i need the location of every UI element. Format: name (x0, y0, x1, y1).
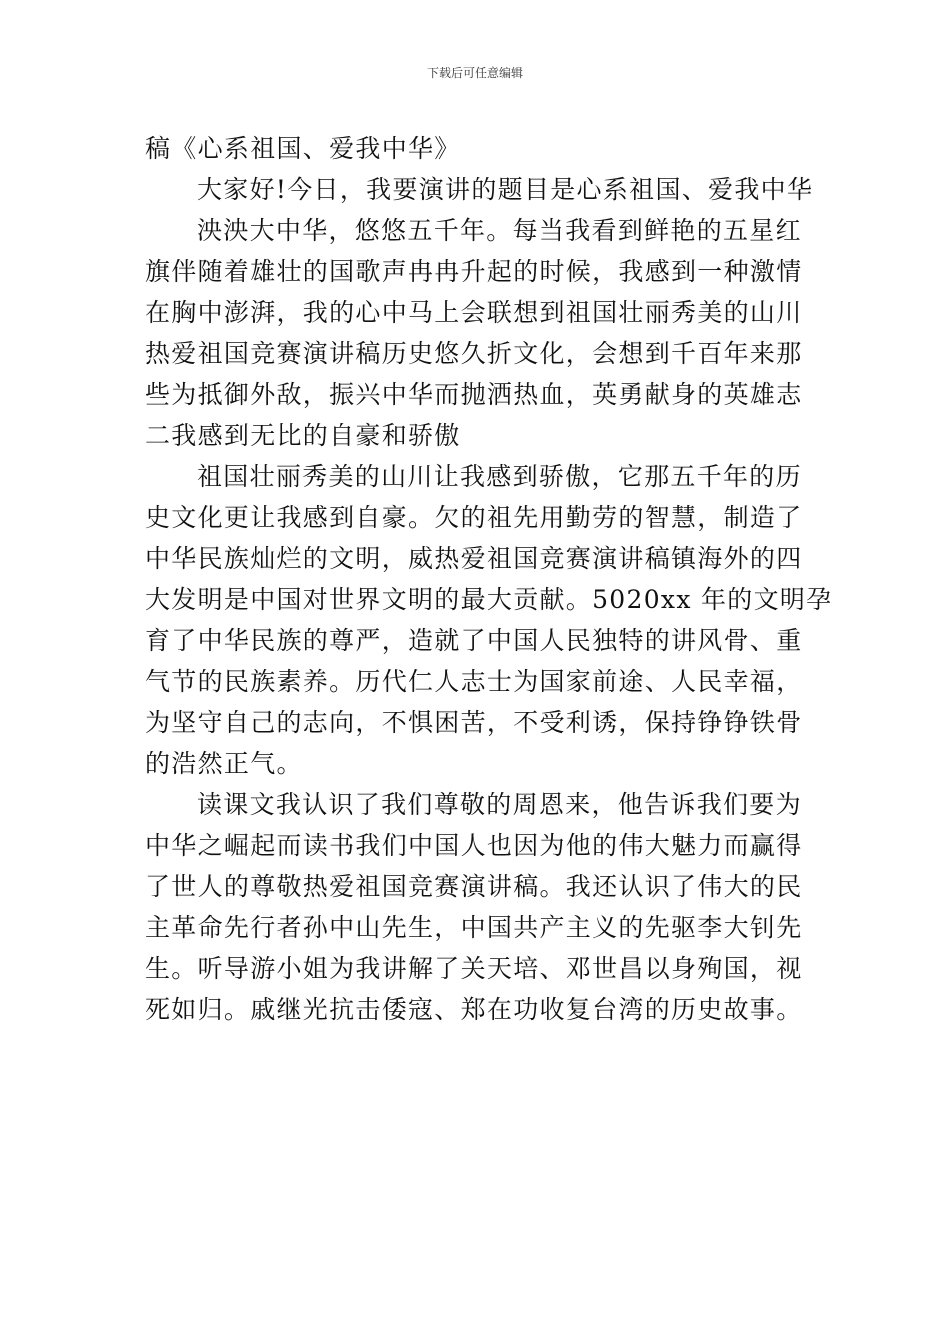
text-line: 的浩然正气。 (145, 749, 303, 778)
text-line: 了世人的尊敬热爱祖国竞赛演讲稿。我还认识了伟大的民 (145, 872, 803, 901)
text-line: 二我感到无比的自豪和骄傲 (145, 421, 461, 450)
text-line: 热爱祖国竞赛演讲稿历史悠久折文化，会想到千百年来那 (145, 339, 803, 368)
text-line: 史文化更让我感到自豪。欠的祖先用勤劳的智慧，制造了 (145, 503, 803, 532)
text-line: 为坚守自己的志向，不惧困苦，不受利诱，保持铮铮铁骨 (145, 708, 803, 737)
text-line: 主革命先行者孙中山先生，中国共产主义的先驱李大钊先 (145, 913, 803, 942)
text-line: 在胸中澎湃，我的心中马上会联想到祖国壮丽秀美的山川 (145, 298, 803, 327)
text-line: 些为抵御外敌，振兴中华而抛洒热血，英勇献身的英雄志 (145, 380, 803, 409)
title-line: 稿《心系祖国、爱我中华》 (145, 134, 461, 163)
text-line: 大家好!今日，我要演讲的题目是心系祖国、爱我中华 (197, 175, 814, 204)
text-line: 气节的民族素养。历代仁人志士为国家前途、人民幸福， (145, 667, 803, 696)
document-body (145, 128, 833, 1030)
text-line: 泱泱大中华，悠悠五千年。每当我看到鲜艳的五星红 (197, 216, 802, 245)
text-line: 读课文我认识了我们尊敬的周恩来，他告诉我们要为 (197, 790, 802, 819)
text-line: 死如归。戚继光抗击倭寇、郑在功收复台湾的历史故事。 (145, 995, 803, 1024)
text-line: 中华民族灿烂的文明，威热爱祖国竞赛演讲稿镇海外的四 (145, 544, 803, 573)
text-line: 中华之崛起而读书我们中国人也因为他的伟大魅力而赢得 (145, 831, 803, 860)
text-line: 育了中华民族的尊严，造就了中国人民独特的讲风骨、重 (145, 626, 803, 655)
text-line: 旗伴随着雄壮的国歌声冉冉升起的时候，我感到一种激情 (145, 257, 803, 286)
text-line: 祖国壮丽秀美的山川让我感到骄傲，它那五千年的历 (197, 462, 802, 491)
page-header-note: 下载后可任意编辑 (426, 66, 523, 80)
text-line: 生。听导游小姐为我讲解了关天培、邓世昌以身殉国，视 (145, 954, 803, 983)
text-line: 大发明是中国对世界文明的最大贡献。5020xx 年的文明孕 (145, 585, 833, 614)
paragraph-lines (145, 169, 833, 1030)
